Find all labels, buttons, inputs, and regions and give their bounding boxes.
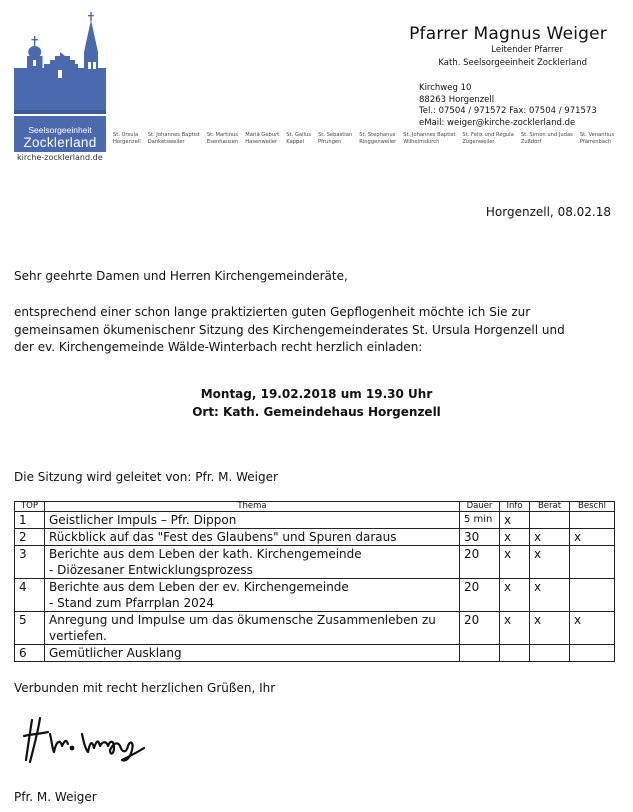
agenda-table <box>14 501 615 662</box>
parish-item: St. Martinus Esenhausen <box>206 132 239 145</box>
table-row: 3 Berichte aus dem Leben der kath. Kirchengemeinde - Diözesaner Entwicklungsprozess 20 x x <box>15 546 615 579</box>
parish-item: St. Gallus Kappel <box>286 132 311 145</box>
letterhead-title: Leitender Pfarrer <box>491 45 563 55</box>
intro-paragraph: entsprechend einer schon lange praktizierten guten Gepflogenheit möchte ich Sie zur gemeinsamen ökumenischenr Sitzung des Kirchengemeinderates St. Ursula Horgenzell und der ev. Kirchengemeinde Wälde-Winterbach recht herzlich einladen: <box>14 305 565 354</box>
salutation: Sehr geehrte Damen und Herren Kirchengemeinderäte, <box>14 269 348 283</box>
letterhead-address <box>419 83 597 129</box>
header-berat: Berat <box>530 502 570 512</box>
header-thema: Thema <box>45 502 460 512</box>
parish-item: St. Ursula Horgenzell <box>113 132 141 145</box>
parish-item: Mariä Geburt Hasenweiler <box>245 132 280 145</box>
table-row: 6 Gemütlicher Ausklang <box>15 645 615 662</box>
meeting-when: Montag, 19.02.2018 um 19.30 Uhr <box>200 387 433 401</box>
parish-item: St. Venantius Pfärrenbach <box>579 132 615 145</box>
date-line: Horgenzell, 08.02.18 <box>485 205 611 219</box>
parish-logo <box>14 12 106 152</box>
table-row: 1 Geistlicher Impuls – Pfr. Dippon 5 min x <box>15 512 615 529</box>
header-dauer: Dauer <box>460 502 500 512</box>
parish-item: St. Stephanus Ringgenweiler <box>359 132 397 145</box>
closing-line: Verbunden mit recht herzlichen Grüßen, Ihr <box>14 681 276 695</box>
signer-name: Pfr. M. Weiger <box>14 790 97 804</box>
logo-url: kirche-zocklerland.de <box>17 153 103 162</box>
parish-item: St. Johannes Baptist Danketsweiler <box>147 132 200 145</box>
meeting-info <box>0 385 633 421</box>
table-row: 4 Berichte aus dem Leben der ev. Kirchengemeinde - Stand zum Pfarrplan 2024 20 x x <box>15 579 615 612</box>
address-city: 88263 Horgenzell <box>419 94 495 105</box>
parish-item: St. Johannes Baptist Wilhelmskirch <box>403 132 456 145</box>
table-row: 5 Anregung und Impulse um das ökumensche Zusammenleben zu vertiefen. 20 x x x <box>15 612 615 645</box>
header-beschl: Beschl <box>570 502 615 512</box>
meeting-lead: Die Sitzung wird geleitet von: Pfr. M. Weiger <box>14 470 278 484</box>
parish-item: St. Simon und Judas Zußdorf <box>520 132 573 145</box>
table-row: 2 Rückblick auf das "Fest des Glaubens" und Spuren daraus 30 x x x <box>15 529 615 546</box>
header-info: Info <box>500 502 530 512</box>
letterhead-unit: Kath. Seelsorgeeinheit Zocklerland <box>438 58 587 68</box>
parish-item: St. Sebastian Pfrungen <box>317 132 353 145</box>
agenda-header-row <box>15 502 615 512</box>
parish-item: St. Felix und Regula Zogenweiler <box>462 132 514 145</box>
meeting-where: Ort: Kath. Gemeindehaus Horgenzell <box>192 405 441 419</box>
header-top: TOP <box>15 502 45 512</box>
letterhead-name: Pfarrer Magnus Weiger <box>409 24 607 44</box>
logo-line1: Seelsorgeeinheit <box>28 125 92 135</box>
address-street: Kirchweg 10 <box>419 83 472 93</box>
address-phone: Tel.: 07504 / 971572 Fax: 07504 / 971573 <box>419 106 597 117</box>
parish-list <box>113 132 623 145</box>
address-email[interactable]: eMail: weiger@kirche-zocklerland.de <box>419 117 576 128</box>
logo-line2: Zocklerland <box>23 135 97 150</box>
signature-image <box>22 712 148 767</box>
